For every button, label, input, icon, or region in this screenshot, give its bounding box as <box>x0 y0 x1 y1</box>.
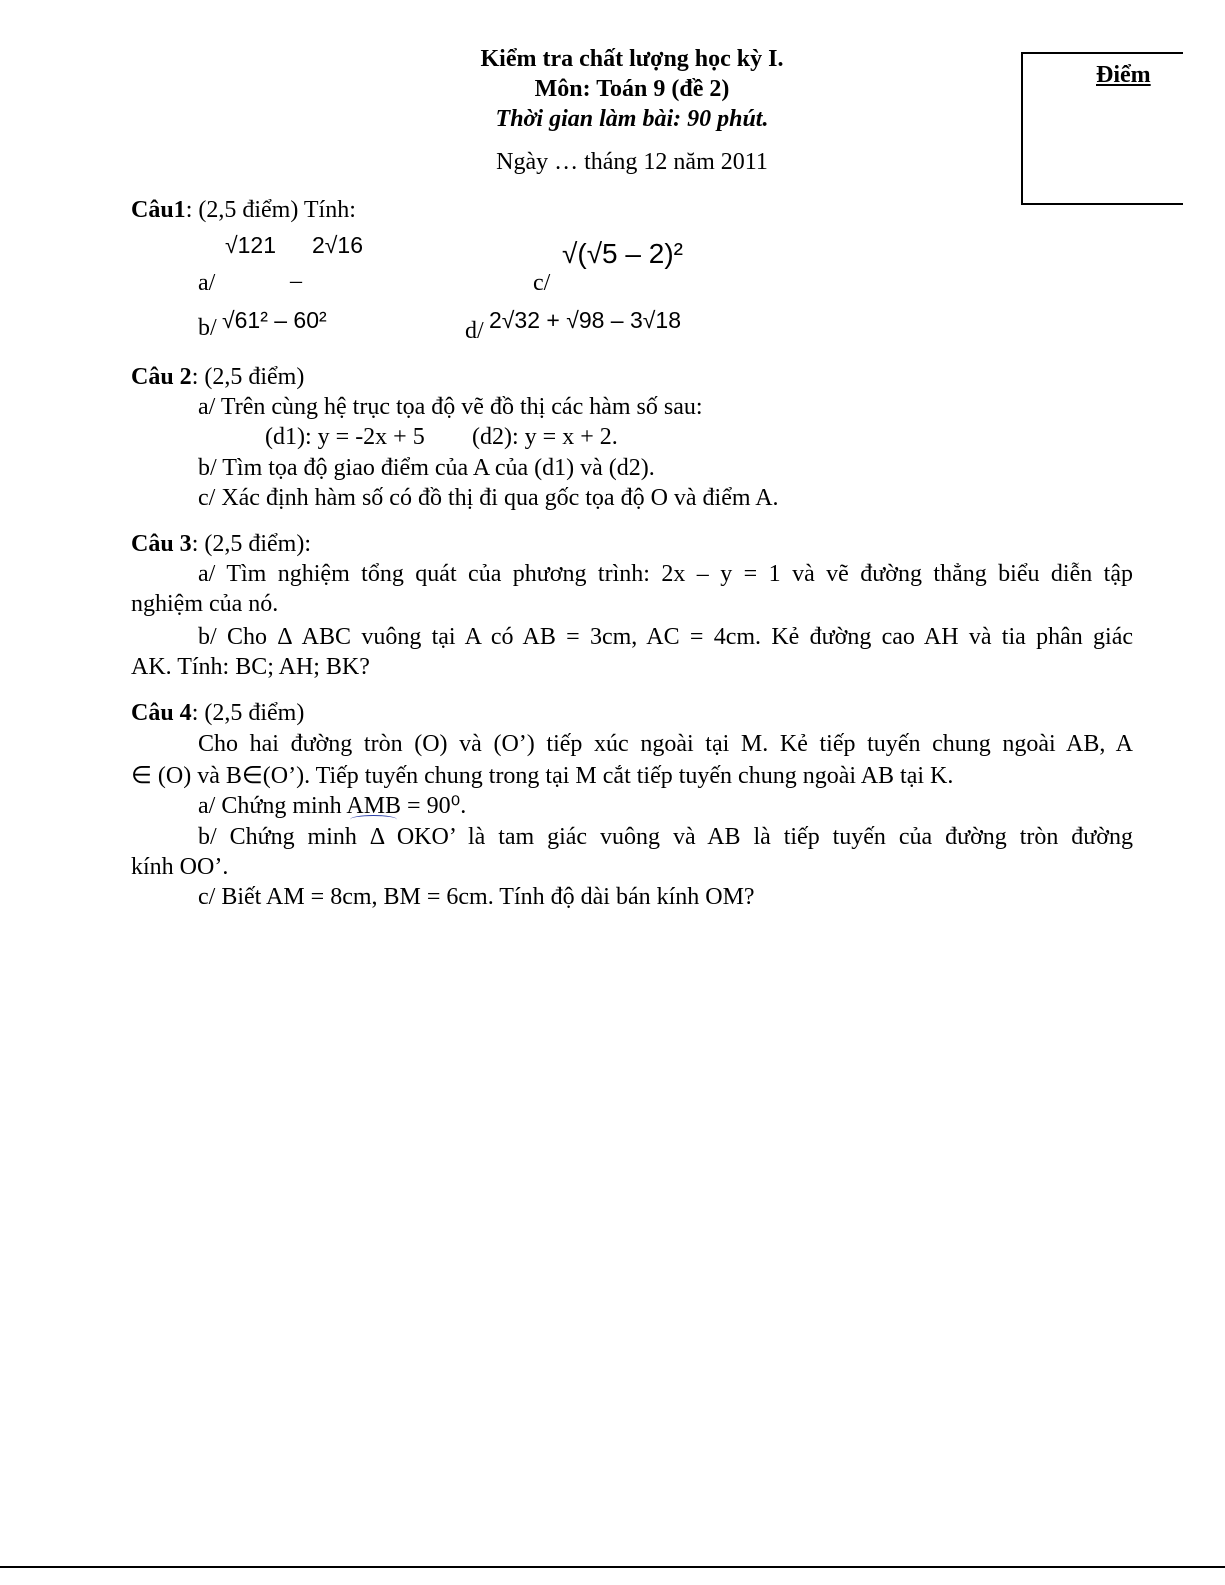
q1-a-minus: – <box>290 268 302 294</box>
q4-heading: Câu 4: (2,5 điểm) <box>131 700 305 726</box>
q2-heading: Câu 2: (2,5 điểm) <box>131 364 305 390</box>
exam-title: Kiểm tra chất lượng học kỳ I. <box>480 46 784 72</box>
q3-a-line2: nghiệm của nó. <box>131 591 279 617</box>
q4-c: c/ Biết AM = 8cm, BM = 6cm. Tính độ dài bán kính OM? <box>198 884 755 910</box>
q1-a-label: a/ <box>198 270 216 296</box>
q1-b-expr: √61² – 60² <box>222 307 327 333</box>
score-box <box>1021 52 1183 205</box>
q3-heading: Câu 3: (2,5 điểm): <box>131 531 311 557</box>
q4-para-line1: Cho hai đường tròn (O) và (O’) tiếp xúc ngoài tại M. Kẻ tiếp tuyến chung ngoài AB, A <box>198 731 1133 757</box>
q3-a-line1: a/ Tìm nghiệm tổng quát của phương trình: 2x – y = 1 và vẽ đường thẳng biểu diễn tập <box>198 561 1133 587</box>
q2-a: a/ Trên cùng hệ trục tọa độ vẽ đồ thị các hàm số sau: <box>198 394 703 420</box>
q1-heading: Câu1: (2,5 điểm) Tính: <box>131 197 356 223</box>
q4-a: a/ Chứng minh AMB = 90⁰. <box>198 793 467 819</box>
q3-b-line1: b/ Cho Δ ABC vuông tại A có AB = 3cm, AC = 4cm. Kẻ đường cao AH và tia phân giác <box>198 624 1133 650</box>
angle-amb: AMB <box>346 793 402 819</box>
exam-subject: Môn: Toán 9 (đề 2) <box>534 76 730 102</box>
exam-date: Ngày … tháng 12 năm 2011 <box>496 149 768 175</box>
q4-b-line2: kính OO’. <box>131 854 229 880</box>
q2-b: b/ Tìm tọa độ giao điểm của A của (d1) và (d2). <box>198 455 655 481</box>
q2-c: c/ Xác định hàm số có đồ thị đi qua gốc tọa độ O và điểm A. <box>198 485 779 511</box>
exam-time: Thời gian làm bài: 90 phút. <box>495 106 769 132</box>
q1-d-expr: 2√32 + √98 – 3√18 <box>489 307 681 333</box>
q1-a-numerator2: 2√16 <box>312 232 363 258</box>
q2-d1: (d1): y = -2x + 5 <box>265 424 425 450</box>
q2-d2: (d2): y = x + 2. <box>472 424 618 450</box>
q1-b-label: b/ <box>198 315 217 341</box>
q1-a-numerator1: √121 <box>225 232 276 258</box>
q1-c-expr: √(√5 – 2)² <box>562 238 683 269</box>
score-label: Điểm <box>1096 62 1151 88</box>
q4-b-line1: b/ Chứng minh Δ OKO’ là tam giác vuông và AB là tiếp tuyến của đường tròn đường <box>198 824 1133 850</box>
q1-d-label: d/ <box>465 318 484 344</box>
q1-c-label: c/ <box>533 270 551 296</box>
q3-b-line2: AK. Tính: BC; AH; BK? <box>131 654 370 680</box>
q4-para-line2: ∈ (O) và B∈(O’). Tiếp tuyến chung trong tại M cắt tiếp tuyến chung ngoài AB tại K. <box>131 763 954 789</box>
page-bottom-rule <box>0 1566 1225 1568</box>
